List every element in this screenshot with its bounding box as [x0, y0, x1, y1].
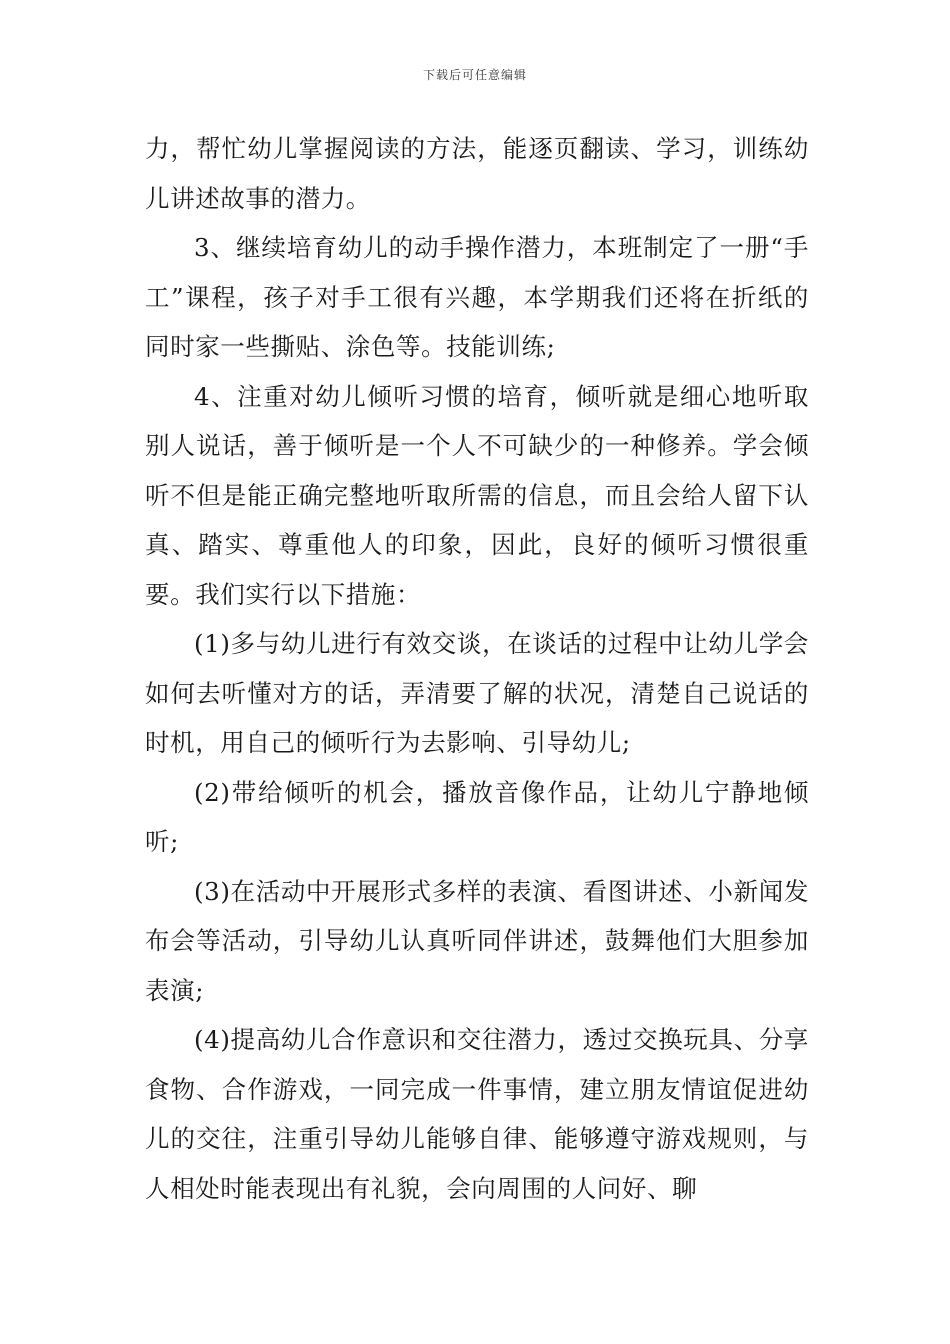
paragraph-measure-4: (4)提高幼儿合作意识和交往潜力，透过交换玩具、分享食物、合作游戏，一同完成一件事情，建立朋友情谊促进幼儿的交往，注重引导幼儿能够自律、能够遵守游戏规则，与人相处时能表现出有礼貌，会向周围的人问好、聊 — [145, 1025, 809, 1203]
paragraph-measure-2: (2)带给倾听的机会，播放音像作品，让幼儿宁静地倾听; — [145, 777, 809, 856]
paragraph-continuation: 力，帮忙幼儿掌握阅读的方法，能逐页翻读、学习，训练幼儿讲述故事的潜力。 — [145, 134, 809, 213]
paragraph-item-3: 3、继续培育幼儿的动手操作潜力，本班制定了一册“手工”课程，孩子对手工很有兴趣，本学期我们还将在折纸的同时家一些撕贴、涂色等。技能训练; — [145, 233, 809, 361]
paragraph-measure-3: (3)在活动中开展形式多样的表演、看图讲述、小新闻发布会等活动，引导幼儿认真听同伴讲述，鼓舞他们大胆参加表演; — [145, 876, 809, 1005]
paragraph-item-4: 4、注重对幼儿倾听习惯的培育，倾听就是细心地听取别人说话，善于倾听是一个人不可缺少的一种修养。学会倾听不但是能正确完整地听取所需的信息，而且会给人留下认真、踏实、尊重他人的印象，因此，良好的倾听习惯很重要。我们实行以下措施： — [145, 381, 809, 609]
page-header-note: 下载后可任意编辑 — [422, 68, 527, 82]
document-body — [145, 124, 809, 1213]
paragraph-measure-1: (1)多与幼儿进行有效交谈，在谈话的过程中让幼儿学会如何去听懂对方的话，弄清要了解的状况，清楚自己说话的时机，用自己的倾听行为去影响、引导幼儿; — [145, 629, 809, 757]
